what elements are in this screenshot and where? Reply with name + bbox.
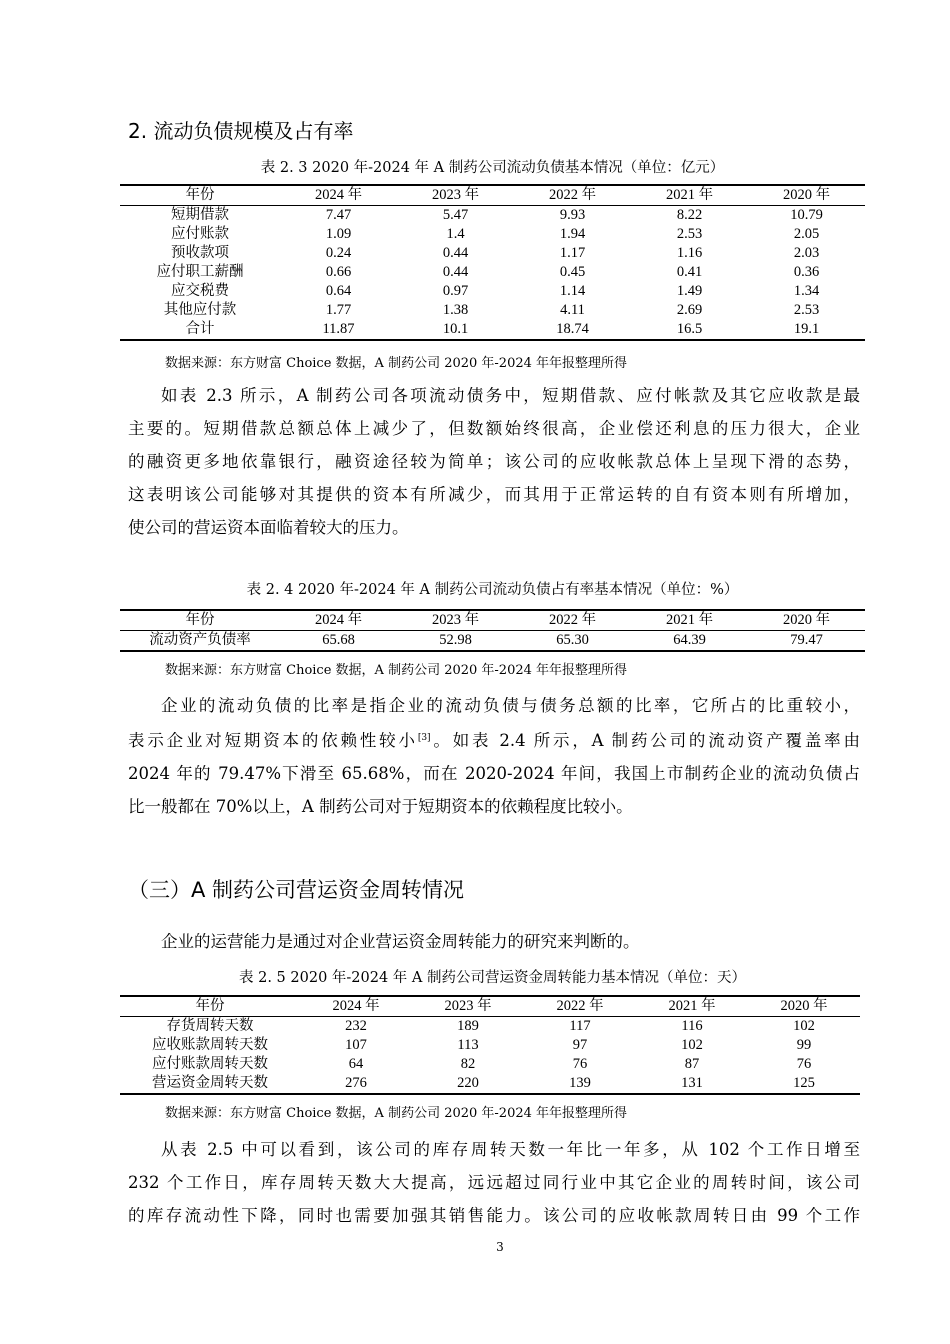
page-number: 3 [496, 1240, 504, 1254]
table-cell: 82 [460, 1056, 476, 1072]
table-caption: 表 2. 3 2020 年-2024 年 A 制药公司流动负债基本情况（单位：亿元） [260, 160, 725, 176]
column-header: 2023 年 [412, 996, 524, 1017]
table-row [120, 631, 865, 652]
table-row [120, 244, 865, 263]
table-cell: 1.17 [559, 245, 586, 261]
section-heading: 2. 流动负债规模及占有率 [128, 119, 354, 143]
column-header: 2024 年 [280, 610, 397, 631]
table-cell: 1.14 [559, 283, 586, 299]
column-header: 2024 年 [300, 996, 412, 1017]
table-cell: 2.53 [676, 226, 703, 242]
working-capital-turnover-table [120, 995, 860, 1095]
column-header: 2022 年 [514, 185, 631, 206]
table-cell: 189 [457, 1018, 479, 1034]
table-cell: 7.47 [325, 207, 352, 223]
table-row [120, 1017, 860, 1037]
table-cell: 117 [569, 1018, 591, 1034]
paragraph-line: 232 个工作日，库存周转天数大大提高，远远超过同行业中其它企业的周转时间，该公司 [128, 1173, 860, 1192]
row-label: 应付账款周转天数 [152, 1056, 268, 1072]
table-cell: 116 [681, 1018, 703, 1034]
table-cell: 102 [681, 1037, 703, 1053]
table-cell: 0.66 [325, 264, 352, 280]
table-cell: 8.22 [676, 207, 703, 223]
citation-reference: [3] [417, 733, 431, 743]
paragraph-line: 从表 2.5 中可以看到，该公司的库存周转天数一年比一年多，从 102 个工作日增至 [161, 1140, 860, 1159]
table-row [120, 1055, 860, 1074]
table-header-row [120, 185, 865, 206]
row-label: 应付账款 [171, 226, 229, 242]
table-cell: 1.09 [325, 226, 352, 242]
table-row [120, 225, 865, 244]
body-paragraph [128, 1133, 860, 1232]
table-cell: 139 [569, 1075, 591, 1091]
table-cell: 1.34 [793, 283, 820, 299]
column-header: 2021 年 [631, 610, 748, 631]
table-cell: 11.87 [322, 321, 355, 337]
paragraph-line: 主要的。短期借款总额总体上减少了，但数额始终很高，企业偿还利息的压力很大，企业 [128, 419, 860, 438]
table-source-note: 数据来源：东方财富 Choice 数据，A 制药公司 2020 年-2024 年年报整理所得 [165, 663, 628, 678]
table-row [120, 301, 865, 320]
table-cell: 113 [457, 1037, 479, 1053]
table-cell: 97 [572, 1037, 588, 1053]
liability-ratio-table [120, 609, 865, 652]
text-run: 。如表 2.4 所示，A 制药公司的流动资产覆盖率由 [430, 731, 860, 750]
table-cell: 10.1 [442, 321, 469, 337]
table-cell: 220 [457, 1075, 479, 1091]
row-label: 其他应付款 [163, 302, 237, 318]
table-row [120, 320, 865, 340]
paragraph-line [128, 722, 860, 757]
table-cell: 102 [793, 1018, 815, 1034]
text-run: 表示企业对短期资本的依赖性较小 [128, 731, 418, 750]
table-row [120, 282, 865, 301]
table-cell: 16.5 [676, 321, 703, 337]
column-header: 2021 年 [636, 996, 748, 1017]
table-cell: 125 [793, 1075, 815, 1091]
table-cell: 76 [572, 1056, 588, 1072]
table-cell: 4.11 [560, 302, 585, 318]
table-cell: 64 [348, 1056, 364, 1072]
table-cell: 0.44 [442, 245, 469, 261]
table-cell: 0.97 [442, 283, 469, 299]
paragraph-line: 比一般都在 70%以上，A 制药公司对于短期资本的依赖程度比较小。 [128, 797, 633, 816]
table-cell: 1.77 [325, 302, 352, 318]
column-header: 2022 年 [514, 610, 631, 631]
table-cell: 0.45 [559, 264, 586, 280]
paragraph-line: 企业的流动负债的比率是指企业的流动负债与债务总额的比率，它所占的比重较小， [161, 696, 860, 715]
table-cell: 0.36 [793, 264, 820, 280]
paragraph-line: 2024 年的 79.47%下滑至 65.68%，而在 2020-2024 年间，我国上市制药企业的流动负债占 [128, 764, 860, 783]
row-label: 合计 [185, 321, 215, 337]
body-paragraph: 企业的运营能力是通过对企业营运资金周转能力的研究来判断的。 [161, 932, 640, 951]
table-cell: 10.79 [790, 207, 823, 223]
table-cell: 1.4 [446, 226, 465, 242]
body-paragraph [128, 689, 860, 823]
table-row [120, 1074, 860, 1094]
column-header: 2023 年 [397, 610, 514, 631]
table-cell: 64.39 [673, 632, 706, 648]
table-cell: 79.47 [790, 632, 823, 648]
paragraph-line: 如表 2.3 所示，A 制药公司各项流动债务中，短期借款、应付帐款及其它应收款是最 [161, 386, 860, 405]
table-source-note: 数据来源：东方财富 Choice 数据，A 制药公司 2020 年-2024 年年报整理所得 [165, 356, 628, 371]
table-cell: 2.53 [793, 302, 820, 318]
table-cell: 2.05 [793, 226, 820, 242]
column-header: 年份 [120, 610, 280, 631]
table-source-note: 数据来源：东方财富 Choice 数据，A 制药公司 2020 年-2024 年年报整理所得 [165, 1106, 628, 1121]
column-header: 年份 [120, 185, 280, 206]
table-cell: 5.47 [442, 207, 469, 223]
row-label: 流动资产负债率 [149, 632, 251, 648]
column-header: 2020 年 [748, 610, 865, 631]
table-cell: 0.64 [325, 283, 352, 299]
table-cell: 52.98 [439, 632, 472, 648]
table-cell: 276 [345, 1075, 367, 1091]
table-cell: 9.93 [559, 207, 586, 223]
column-header: 2020 年 [748, 185, 865, 206]
table-caption: 表 2. 4 2020 年-2024 年 A 制药公司流动负债占有率基本情况（单位：%） [246, 582, 739, 598]
row-label: 应付职工薪酬 [156, 264, 244, 280]
table-cell: 19.1 [793, 321, 820, 337]
table-header-row [120, 996, 860, 1017]
current-liabilities-table [120, 184, 865, 341]
row-label: 营运资金周转天数 [152, 1075, 268, 1091]
table-cell: 87 [684, 1056, 700, 1072]
column-header: 2023 年 [397, 185, 514, 206]
table-cell: 1.49 [676, 283, 703, 299]
table-cell: 2.03 [793, 245, 820, 261]
table-cell: 1.94 [559, 226, 586, 242]
table-header-row [120, 610, 865, 631]
column-header: 2024 年 [280, 185, 397, 206]
column-header: 2020 年 [748, 996, 860, 1017]
table-row [120, 206, 865, 226]
table-cell: 107 [345, 1037, 367, 1053]
column-header: 年份 [120, 996, 300, 1017]
table-cell: 1.38 [442, 302, 469, 318]
table-cell: 131 [681, 1075, 703, 1091]
table-cell: 1.16 [676, 245, 703, 261]
column-header: 2021 年 [631, 185, 748, 206]
table-cell: 2.69 [676, 302, 703, 318]
table-cell: 0.44 [442, 264, 469, 280]
row-label: 短期借款 [171, 207, 229, 223]
table-cell: 76 [796, 1056, 812, 1072]
table-caption: 表 2. 5 2020 年-2024 年 A 制药公司营运资金周转能力基本情况（单位：天） [239, 970, 746, 986]
row-label: 应收账款周转天数 [152, 1037, 268, 1053]
column-header: 2022 年 [524, 996, 636, 1017]
paragraph-line: 这表明该公司能够对其提供的资本有所减少，而其用于正常运转的自有资本则有所增加， [128, 485, 860, 504]
table-cell: 0.41 [676, 264, 703, 280]
paragraph-line: 的库存流动性下降，同时也需要加强其销售能力。该公司的应收帐款周转日由 99 个工作 [128, 1206, 860, 1225]
section-heading: （三）A 制药公司营运资金周转情况 [128, 878, 465, 902]
table-cell: 99 [796, 1037, 812, 1053]
row-label: 存货周转天数 [166, 1018, 254, 1034]
row-label: 预收款项 [171, 245, 229, 261]
table-row [120, 263, 865, 282]
table-cell: 65.30 [556, 632, 589, 648]
paragraph-line: 使公司的营运资本面临着较大的压力。 [128, 518, 409, 537]
table-cell: 0.24 [325, 245, 352, 261]
body-paragraph [128, 379, 860, 544]
row-label: 应交税费 [171, 283, 229, 299]
table-cell: 65.68 [322, 632, 355, 648]
table-cell: 232 [345, 1018, 367, 1034]
table-row [120, 1036, 860, 1055]
paragraph-line: 的融资更多地依靠银行，融资途径较为简单；该公司的应收帐款总体上呈现下滑的态势， [128, 452, 860, 471]
table-cell: 18.74 [556, 321, 589, 337]
